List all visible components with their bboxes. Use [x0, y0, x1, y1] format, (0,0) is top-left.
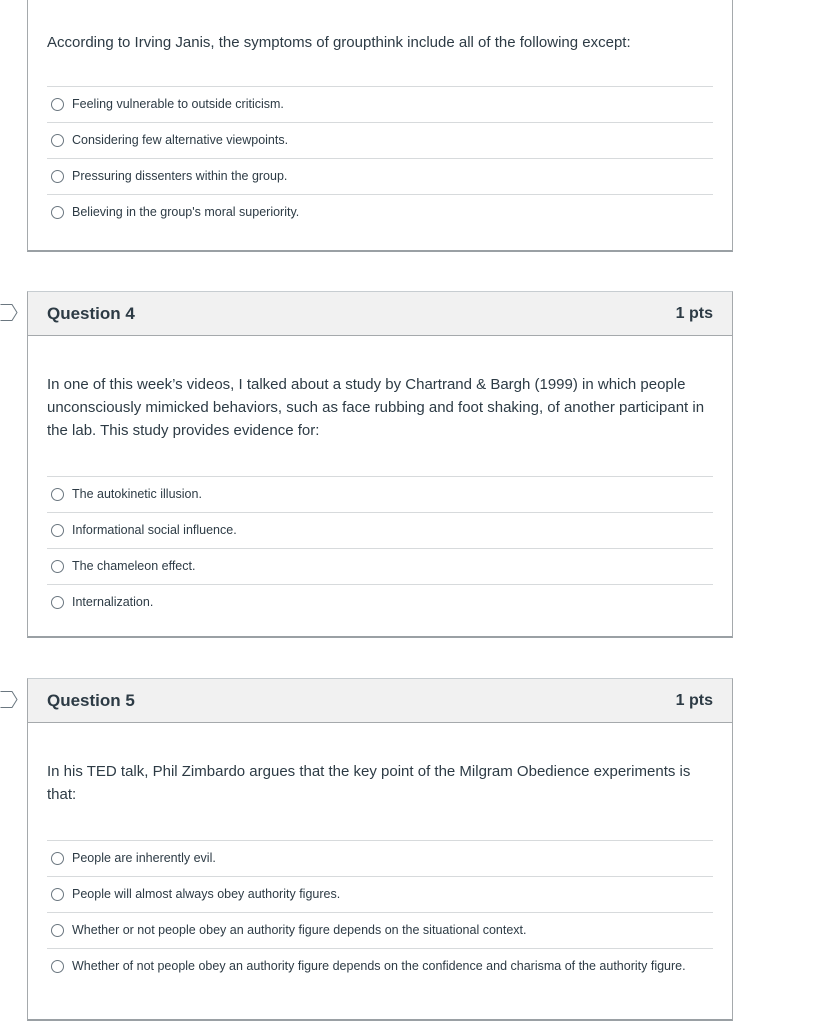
answer-label: Internalization.: [72, 595, 154, 609]
answer-option[interactable]: [47, 86, 713, 122]
answer-option[interactable]: [47, 912, 713, 948]
radio-button[interactable]: [51, 924, 64, 937]
radio-button[interactable]: [51, 524, 64, 537]
answer-option[interactable]: [47, 122, 713, 158]
question-header: [28, 292, 732, 336]
question-header: [28, 679, 732, 723]
answer-label: Pressuring dissenters within the group.: [72, 169, 288, 183]
answer-option[interactable]: [47, 158, 713, 194]
answer-option[interactable]: [47, 948, 713, 984]
question-text: In his TED talk, Phil Zimbardo argues that the key point of the Milgram Obedience experiments is that:: [47, 763, 691, 803]
question-title: Question 4: [47, 303, 135, 323]
radio-button[interactable]: [51, 560, 64, 573]
answer-label: Whether of not people obey an authority figure depends on the confidence and charisma of the authority figure.: [72, 959, 686, 973]
answer-list: [47, 840, 713, 984]
radio-button[interactable]: [51, 852, 64, 865]
answer-option[interactable]: [47, 476, 713, 512]
flag-question-icon[interactable]: [0, 304, 18, 321]
question-points: 1 pts: [675, 691, 713, 709]
answer-option[interactable]: [47, 548, 713, 584]
question-3-card: [27, 0, 733, 252]
answer-option[interactable]: [47, 876, 713, 912]
answer-list: [47, 476, 713, 620]
question-4-card: [27, 291, 733, 638]
question-text: According to Irving Janis, the symptoms of groupthink include all of the following except:: [47, 34, 631, 51]
answer-label: People are inherently evil.: [72, 851, 216, 865]
answer-option[interactable]: [47, 512, 713, 548]
radio-button[interactable]: [51, 888, 64, 901]
radio-button[interactable]: [51, 488, 64, 501]
question-text: In one of this week’s videos, I talked about a study by Chartrand & Bargh (1999) in which people unconsciously mimicked behaviors, such as face rubbing and foot shaking, of another participant in the lab. This study provides evidence for:: [47, 376, 705, 439]
radio-button[interactable]: [51, 170, 64, 183]
answer-label: Whether or not people obey an authority figure depends on the situational context.: [72, 923, 527, 937]
radio-button[interactable]: [51, 134, 64, 147]
answer-label: Informational social influence.: [72, 523, 237, 537]
answer-label: Believing in the group's moral superiority.: [72, 205, 300, 219]
radio-button[interactable]: [51, 596, 64, 609]
answer-label: The chameleon effect.: [72, 559, 196, 573]
answer-option[interactable]: [47, 840, 713, 876]
answer-label: The autokinetic illusion.: [72, 487, 202, 501]
answer-label: Considering few alternative viewpoints.: [72, 133, 289, 147]
flag-question-icon[interactable]: [0, 691, 18, 708]
question-5-card: [27, 678, 733, 1021]
radio-button[interactable]: [51, 960, 64, 973]
radio-button[interactable]: [51, 206, 64, 219]
question-title: Question 5: [47, 690, 135, 710]
radio-button[interactable]: [51, 98, 64, 111]
answer-list: [47, 86, 713, 230]
answer-option[interactable]: [47, 194, 713, 230]
question-points: 1 pts: [675, 304, 713, 322]
answer-label: People will almost always obey authority figures.: [72, 887, 341, 901]
answer-option[interactable]: [47, 584, 713, 620]
answer-label: Feeling vulnerable to outside criticism.: [72, 97, 284, 111]
